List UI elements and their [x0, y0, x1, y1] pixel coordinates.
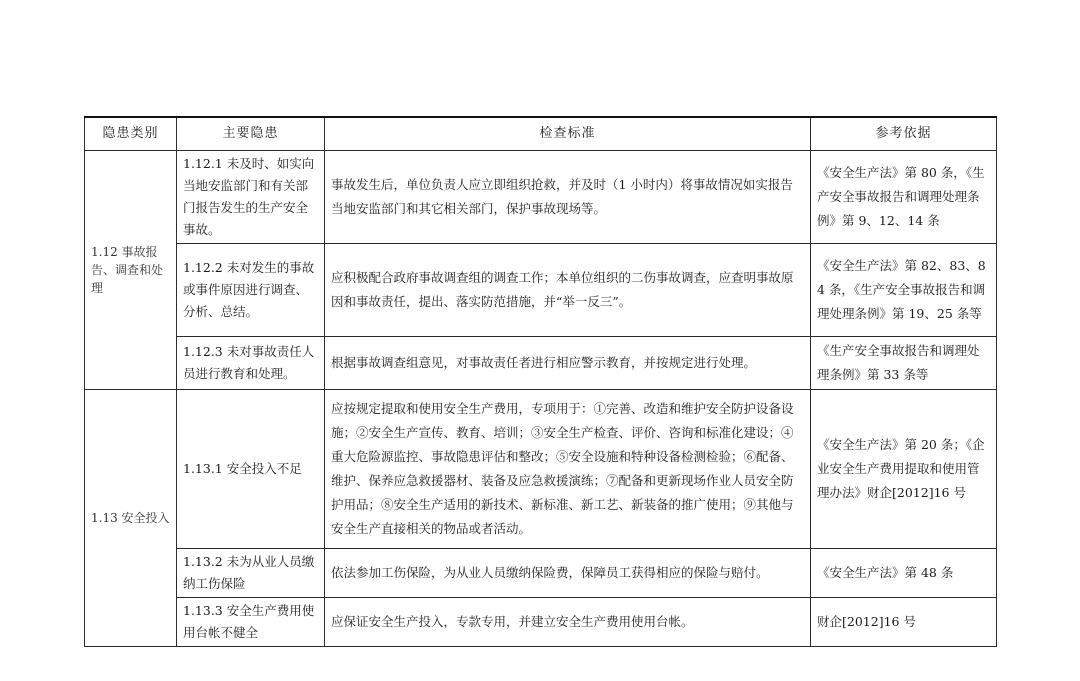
table-row: [85, 151, 997, 244]
hazard-cell: 1.13.2 未为从业人员缴纳工伤保险: [177, 549, 325, 598]
standard-cell: 应积极配合政府事故调查组的调查工作；本单位组织的二伤事故调查，应查明事故原因和事故责任，提出、落实防范措施，并“举一反三”。: [325, 244, 811, 337]
standard-cell: 事故发生后，单位负责人应立即组织抢救，并及时（1 小时内）将事故情况如实报告当地安监部门和其它相关部门，保护事故现场等。: [325, 151, 811, 244]
table-row: [85, 244, 997, 337]
reference-cell: 财企[2012]16 号: [811, 598, 997, 647]
hazard-cell: 1.12.3 未对事故责任人员进行教育和处理。: [177, 337, 325, 390]
reference-cell: 《安全生产法》第 48 条: [811, 549, 997, 598]
reference-cell: 《生产安全事故报告和调理处理条例》第 33 条等: [811, 337, 997, 390]
table-row: [85, 598, 997, 647]
standard-cell: 依法参加工伤保险，为从业人员缴纳保险费，保障员工获得相应的保险与赔付。: [325, 549, 811, 598]
reference-cell: 《安全生产法》第 20 条；《企业安全生产费用提取和使用管理办法》财企[2012]16 号: [811, 390, 997, 549]
hazard-cell: 1.12.1 未及时、如实向当地安监部门和有关部门报告发生的生产安全事故。: [177, 151, 325, 244]
hazard-cell: 1.13.1 安全投入不足: [177, 390, 325, 549]
hazard-cell: 1.13.3 安全生产费用使用台帐不健全: [177, 598, 325, 647]
table-header-row: [85, 117, 997, 151]
hazard-inspection-table: [84, 116, 997, 647]
category-cell: 1.12 事故报告、调查和处理: [85, 151, 177, 390]
table-row: [85, 337, 997, 390]
standard-cell: 应按规定提取和使用安全生产费用，专项用于：①完善、改造和维护安全防护设备设施；②安全生产宣传、教育、培训；③安全生产检查、评价、咨询和标准化建设；④重大危险源监控、事故隐患评估和整改；⑤安全设施和特种设备检测检验；⑥配备、维护、保养应急救援器材、装备及应急救援演练；⑦配备和更新现场作业人员安全防护用品；⑧安全生产适用的新技术、新标准、新工艺、新装备的推广使用；⑨其他与安全生产直接相关的物品或者活动。: [325, 390, 811, 549]
table-row: [85, 549, 997, 598]
category-cell: 1.13 安全投入: [85, 390, 177, 647]
reference-cell: 《安全生产法》第 82、83、84 条，《生产安全事故报告和调理处理条例》第 19、25 条等: [811, 244, 997, 337]
header-category: 隐患类别: [85, 117, 177, 151]
table-row: [85, 390, 997, 549]
reference-cell: 《安全生产法》第 80 条，《生产安全事故报告和调理处理条例》第 9、12、14 条: [811, 151, 997, 244]
header-reference-basis: 参考依据: [811, 117, 997, 151]
hazard-cell: 1.12.2 未对发生的事故或事件原因进行调查、分析、总结。: [177, 244, 325, 337]
header-main-hazard: 主要隐患: [177, 117, 325, 151]
standard-cell: 应保证安全生产投入，专款专用，并建立安全生产费用使用台帐。: [325, 598, 811, 647]
header-inspection-standard: 检查标准: [325, 117, 811, 151]
standard-cell: 根据事故调查组意见，对事故责任者进行相应警示教育，并按规定进行处理。: [325, 337, 811, 390]
